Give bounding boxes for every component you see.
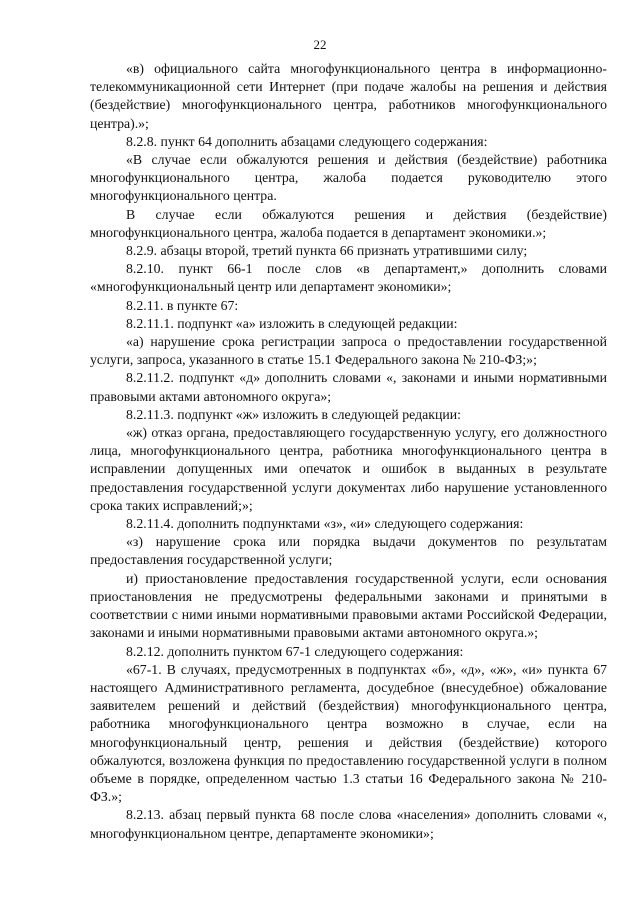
paragraph-complaint-to-department: В случае если обжалуются решения и действия (бездействие) многофункционального центра, жалоба подается в департамент экономики.»;	[90, 206, 607, 240]
paragraph-8-2-12: 8.2.12. дополнить пунктом 67-1 следующего содержания:	[126, 643, 464, 659]
paragraph-8-2-11-3: 8.2.11.3. подпункт «ж» изложить в следующей редакции:	[126, 406, 461, 422]
paragraph-clause-a: «а) нарушение срока регистрации запроса о предоставлении государственной услуги, запроса, указанного в статье 15.1 Федерального закона № 210-ФЗ;»;	[90, 334, 607, 368]
paragraph-clause-zh: «ж) отказ органа, предоставляющего государственную услугу, его должностного лица, многофункционального центра, работника многофункционального центра в исправлении допущенных ими опечаток и ошибок в выданных в результате предоставления государственной услуги документах либо нарушение установленного срока таких исправлений;»;	[90, 425, 607, 513]
paragraph-clause-v-website: «в) официального сайта многофункционального центра в информационно-телекоммуникационной сети Интернет (при подаче жалобы на решения и действия (бездействие) многофункционального центра, работников многофункционального центра).»;	[90, 61, 607, 131]
paragraph-clause-i: и) приостановление предоставления государственной услуги, если основания приостановления не предусмотрены федеральными законами и принятыми в соответствии с ними иными нормативными правовыми актами Российской Федерации, законами и иными нормативными правовыми актами автономного округа.»;	[90, 570, 607, 641]
paragraph-67-1: «67-1. В случаях, предусмотренных в подпунктах «б», «д», «ж», «и» пункта 67 настоящего Административного регламента, досудебное (внесудебное) обжалование заявителем решений и действий (бездействия) многофункционального центра, работника многофункционального центра возможно в случае, если на многофункциональный центр, решения и действия (бездействие) которого обжалуются, возложена функция по предоставлению государственной услуги в полном объеме в порядке, определенном частью 1.3 статьи 16 Федерального закона № 210-ФЗ.»;	[90, 661, 607, 805]
paragraph-8-2-11-4: 8.2.11.4. дополнить подпунктами «з», «и» следующего содержания:	[126, 516, 524, 532]
paragraph-complaint-to-head: «В случае если обжалуются решения и действия (бездействие) работника многофункционального центра, жалоба подается руководителю этого многофункционального центра.	[90, 152, 607, 204]
paragraph-8-2-13: 8.2.13. абзац первый пункта 68 после слова «населения» дополнить словами «, многофункциональном центре, департаменте экономики»;	[90, 807, 607, 841]
paragraph-8-2-11-1: 8.2.11.1. подпункт «а» изложить в следующей редакции:	[126, 315, 458, 331]
paragraph-8-2-8: 8.2.8. пункт 64 дополнить абзацами следующего содержания:	[126, 133, 488, 149]
paragraph-8-2-9: 8.2.9. абзацы второй, третий пункта 66 признать утратившими силу;	[126, 243, 528, 259]
paragraph-8-2-11-2: 8.2.11.2. подпункт «д» дополнить словами «, законами и иными нормативными правовыми актами автономного округа»;	[90, 370, 607, 404]
paragraph-8-2-10: 8.2.10. пункт 66-1 после слов «в департамент,» дополнить словами «многофункциональный центр или департамент экономики»;	[90, 261, 607, 295]
page-number: 22	[313, 37, 327, 52]
paragraph-clause-z: «з) нарушение срока или порядка выдачи документов по результатам предоставления государственной услуги;	[90, 534, 607, 568]
paragraph-8-2-11: 8.2.11. в пункте 67:	[126, 297, 239, 313]
document-body	[90, 60, 607, 843]
